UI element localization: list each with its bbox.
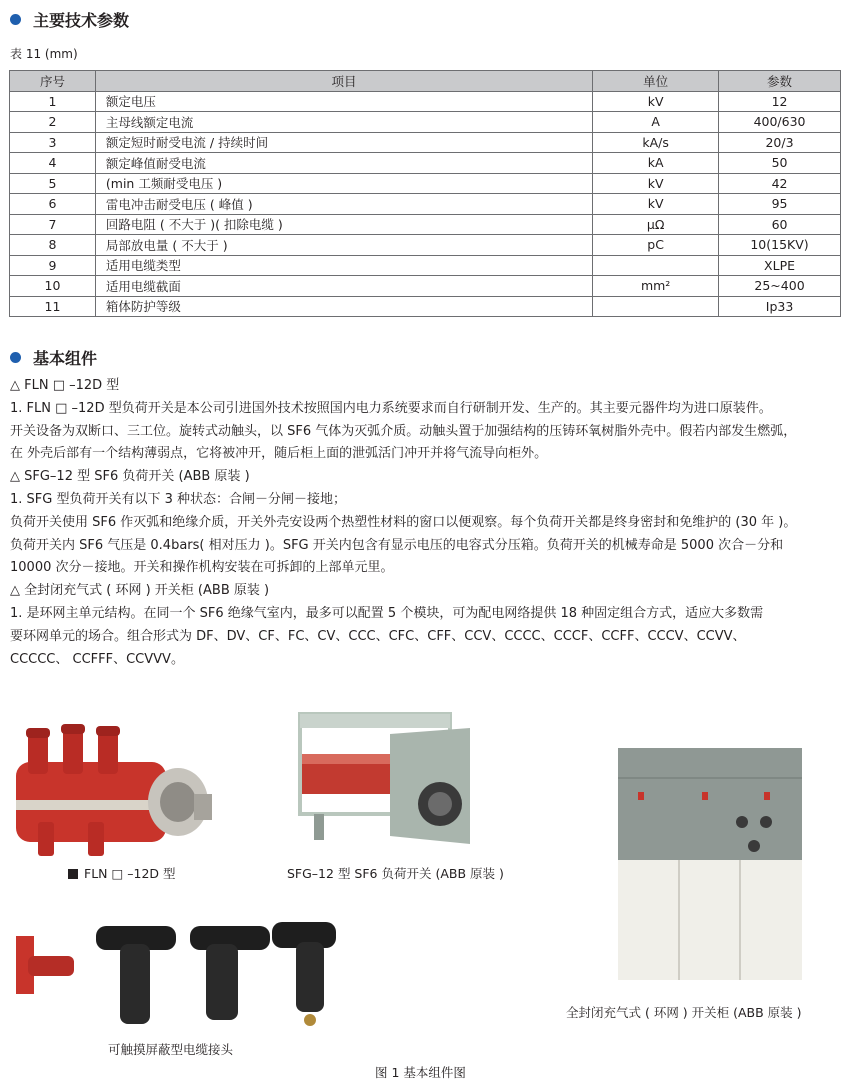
fln-load-switch-image: [8, 722, 218, 862]
table-cell: [593, 255, 719, 276]
section-heading-components: [10, 346, 97, 369]
body-line: CCCCC、 CCFFF、CCVVV。: [10, 651, 184, 667]
sfg-load-switch-image: [290, 704, 490, 854]
table-cell: kV: [593, 173, 719, 194]
table-row: [10, 91, 841, 112]
table-cell: 6: [10, 194, 96, 215]
table-cell: XLPE: [719, 255, 841, 276]
table-cell: 11: [10, 296, 96, 317]
table-caption: 表 11 (mm): [10, 47, 78, 61]
table-cell: kV: [593, 91, 719, 112]
table-cell: 回路电阻 ( 不大于 )( 扣除电缆 ): [95, 214, 592, 235]
table-row: [10, 173, 841, 194]
table-cell: 12: [719, 91, 841, 112]
table-row: [10, 194, 841, 215]
header-cell: 参数: [719, 71, 841, 92]
table-cell: kV: [593, 194, 719, 215]
bullet-icon: [10, 14, 21, 25]
table-cell: 主母线额定电流: [95, 112, 592, 133]
table-cell: μΩ: [593, 214, 719, 235]
table-cell: 3: [10, 132, 96, 153]
body-text: [10, 375, 796, 671]
table-cell: 10: [10, 276, 96, 297]
table-cell: 额定峰值耐受电流: [95, 153, 592, 174]
fln-caption: FLN □ –12D 型: [68, 864, 176, 882]
body-line: △ 全封闭充气式 ( 环网 ) 开关柜 (ABB 原装 ): [10, 583, 270, 599]
black-square-icon: [68, 869, 78, 879]
body-line: 10000 次分－接地。开关和操作机构安装在可拆卸的上部单元里。: [10, 560, 394, 576]
section-heading-specs: [10, 8, 129, 31]
section-title: 基本组件: [33, 349, 98, 368]
table-row: [10, 296, 841, 317]
header-cell: 序号: [10, 71, 96, 92]
section-title: 主要技术参数: [33, 11, 130, 30]
body-line: 1. FLN □ –12D 型负荷开关是本公司引进国外技术按照国内电力系统要求而自行研制开发、生产的。其主要元器件均为进口原装件。: [10, 400, 772, 416]
table-row: [10, 235, 841, 256]
table-cell: kA: [593, 153, 719, 174]
table-cell: (min 工频耐受电压 ): [95, 173, 592, 194]
rmu-cabinet-image: [618, 748, 802, 980]
cable-connectors-image: [10, 916, 360, 1034]
table-cell: 局部放电量 ( 不大于 ): [95, 235, 592, 256]
body-line: 负荷开关内 SF6 气压是 0.4bars( 相对压力 )。SFG 开关内包含有显示电压的电容式分压箱。负荷开关的机械寿命是 5000 次合－分和: [10, 537, 784, 553]
table-header-row: [10, 71, 841, 92]
table-cell: 额定电压: [95, 91, 592, 112]
table-cell: mm²: [593, 276, 719, 297]
body-line: △ SFG–12 型 SF6 负荷开关 (ABB 原装 ): [10, 469, 250, 485]
table-cell: pC: [593, 235, 719, 256]
table-cell: 4: [10, 153, 96, 174]
body-line: 1. 是环网主单元结构。在同一个 SF6 绝缘气室内，最多可以配置 5 个模块，可为配电网络提供 18 种固定组合方式，适应大多数需: [10, 605, 764, 621]
figure-caption: 图 1 基本组件图: [375, 1065, 466, 1080]
table-row: [10, 153, 841, 174]
table-cell: kA/s: [593, 132, 719, 153]
table-cell: 1: [10, 91, 96, 112]
table-cell: 400/630: [719, 112, 841, 133]
body-line: 负荷开关使用 SF6 作灭弧和绝缘介质，开关外壳安设两个热塑性材料的窗口以便观察。每个负荷开关都是终身密封和免维护的 (30 年 )。: [10, 514, 797, 530]
table-cell: 10(15KV): [719, 235, 841, 256]
table-cell: [593, 296, 719, 317]
table-cell: 额定短时耐受电流 / 持续时间: [95, 132, 592, 153]
table-row: [10, 255, 841, 276]
table-cell: 5: [10, 173, 96, 194]
table-row: [10, 214, 841, 235]
table-cell: 60: [719, 214, 841, 235]
table-cell: 50: [719, 153, 841, 174]
table-cell: 2: [10, 112, 96, 133]
table-cell: 8: [10, 235, 96, 256]
header-cell: 项目: [95, 71, 592, 92]
bullet-icon: [10, 352, 21, 363]
body-line: 要环网单元的场合。组合形式为 DF、DV、CF、FC、CV、CCC、CFC、CFF、CCV、CCCC、CCCF、CCFF、CCCV、CCVV、: [10, 628, 746, 644]
table-cell: 雷电冲击耐受电压 ( 峰值 ): [95, 194, 592, 215]
table-cell: 箱体防护等级: [95, 296, 592, 317]
header-cell: 单位: [593, 71, 719, 92]
table-cell: 20/3: [719, 132, 841, 153]
body-line: 1. SFG 型负荷开关有以下 3 种状态：合闸－分闸－接地；: [10, 491, 347, 507]
table-cell: 25~400: [719, 276, 841, 297]
table-row: [10, 112, 841, 133]
spec-table-wrapper: [9, 70, 841, 317]
table-cell: Ip33: [719, 296, 841, 317]
table-row: [10, 132, 841, 153]
sfg-caption: SFG–12 型 SF6 负荷开关 (ABB 原装 ): [287, 866, 504, 881]
connector-caption: 可触摸屏蔽型电缆接头: [108, 1042, 234, 1057]
table-cell: 42: [719, 173, 841, 194]
body-line: 开关设备为双断口、三工位。旋转式动触头，以 SF6 气体为灭弧介质。动触头置于加强结构的压铸环氧树脂外壳中。假若内部发生燃弧，: [10, 423, 797, 439]
table-row: [10, 276, 841, 297]
table-cell: 7: [10, 214, 96, 235]
table-cell: 9: [10, 255, 96, 276]
table-cell: 适用电缆截面: [95, 276, 592, 297]
table-cell: 95: [719, 194, 841, 215]
rmu-caption: 全封闭充气式 ( 环网 ) 开关柜 (ABB 原装 ): [566, 1005, 802, 1020]
body-line: △ FLN □ –12D 型: [10, 378, 120, 393]
spec-table: [9, 70, 841, 317]
table-cell: 适用电缆类型: [95, 255, 592, 276]
body-line: 在 外壳后部有一个结构薄弱点，它将被冲开，随后柜上面的泄弧活门冲开并将气流导向柜外。: [10, 446, 548, 462]
table-cell: A: [593, 112, 719, 133]
